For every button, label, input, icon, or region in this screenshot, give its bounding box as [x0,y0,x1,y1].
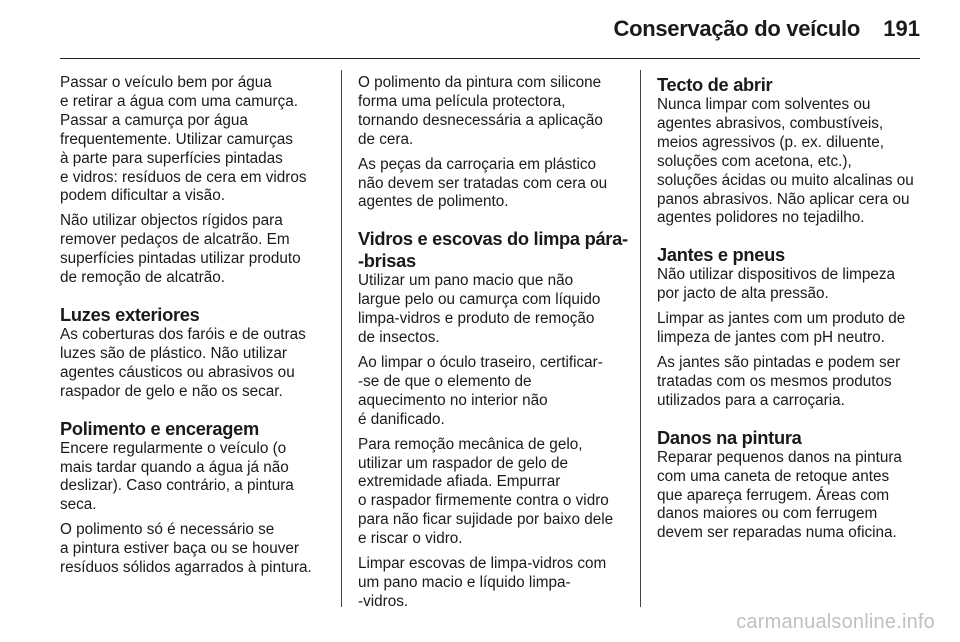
page-number: 191 [883,16,920,41]
paragraph: O polimento da pintura com silicone forma uma película protectora, tornando desnecessária a aplicação de cera. [358,74,603,148]
paragraph: Limpar as jantes com um produto de limpeza de jantes com pH neutro. [657,310,906,347]
section-heading-vidros-escovas: Vidros e escovas do limpa pára- -brisas [358,228,628,272]
paragraph: Nunca limpar com solventes ou agentes abrasivos, combustíveis, meios agressivos (p. ex. diluente, soluções com acetona, etc.), soluções ácidas ou muito alcalinas ou panos abrasivos. Não aplicar cera ou agentes polidores no tejadilho. [657,96,914,227]
section-heading-polimento-enceragem: Polimento e enceragem [60,417,259,439]
paragraph: Não utilizar dispositivos de limpeza por jacto de alta pressão. [657,266,896,303]
paragraph: Limpar escovas de limpa-vidros com um pano macio e líquido limpa- -vidros. [358,555,607,610]
paragraph: O polimento só é necessário se a pintura estiver baça ou se houver resíduos sólidos agarrados à pintura. [60,521,312,577]
paragraph: Ao limpar o óculo traseiro, certificar- -se de que o elemento de aquecimento no interior não é danificado. [358,353,603,428]
column-divider [640,70,641,607]
paragraph: As jantes são pintadas e podem ser tratadas com os mesmos produtos utilizados para a carroçaria. [657,353,901,409]
paragraph: Reparar pequenos danos na pintura com uma caneta de retoque antes que apareça ferrugem. Áreas com danos maiores ou com ferrugem devem ser reparadas numa oficina. [657,448,902,542]
paragraph: Passar o veículo bem por água e retirar a água com uma camurça. Passar a camurça por água frequentemente. Utilizar camurças à parte para superfícies pintadas e vidros: resíduos de cera em vidros podem dificultar a visão. [60,74,307,205]
paragraph: Encere regularmente o veículo (o mais tardar quando a água já não deslizar). Caso contrário, a pintura seca. [60,439,294,514]
paragraph: Para remoção mecânica de gelo, utilizar um raspador de gelo de extremidade afiada. Empurrar o raspador firmemente contra o vidro para não ficar sujidade por baixo dele e riscar o vidro. [358,435,614,548]
column-right [657,74,947,549]
section-heading-luzes-exteriores: Luzes exteriores [60,303,200,325]
column-left [60,74,338,584]
page-header-title: Conservação do veículo [613,16,860,41]
paragraph: Não utilizar objectos rígidos para remover pedaços de alcatrão. Em superfícies pintadas utilizar produto de remoção de alcatrão. [60,212,301,287]
paragraph: Utilizar um pano macio que não largue pelo ou camurça com líquido limpa-vidros e produto de remoção de insectos. [358,272,601,347]
watermark-text: carmanualsonline.info [736,611,935,633]
column-middle [358,74,636,618]
column-divider [341,70,342,607]
header-divider [60,58,920,59]
section-heading-danos-pintura: Danos na pintura [657,426,802,448]
paragraph: As coberturas dos faróis e de outras luzes são de plástico. Não utilizar agentes cáusticos ou abrasivos ou raspador de gelo e não os secar. [60,325,306,400]
section-heading-tecto-abrir: Tecto de abrir [657,74,773,95]
section-heading-jantes-pneus: Jantes e pneus [657,244,785,266]
paragraph: As peças da carroçaria em plástico não devem ser tratadas com cera ou agentes de polimento. [358,155,608,211]
